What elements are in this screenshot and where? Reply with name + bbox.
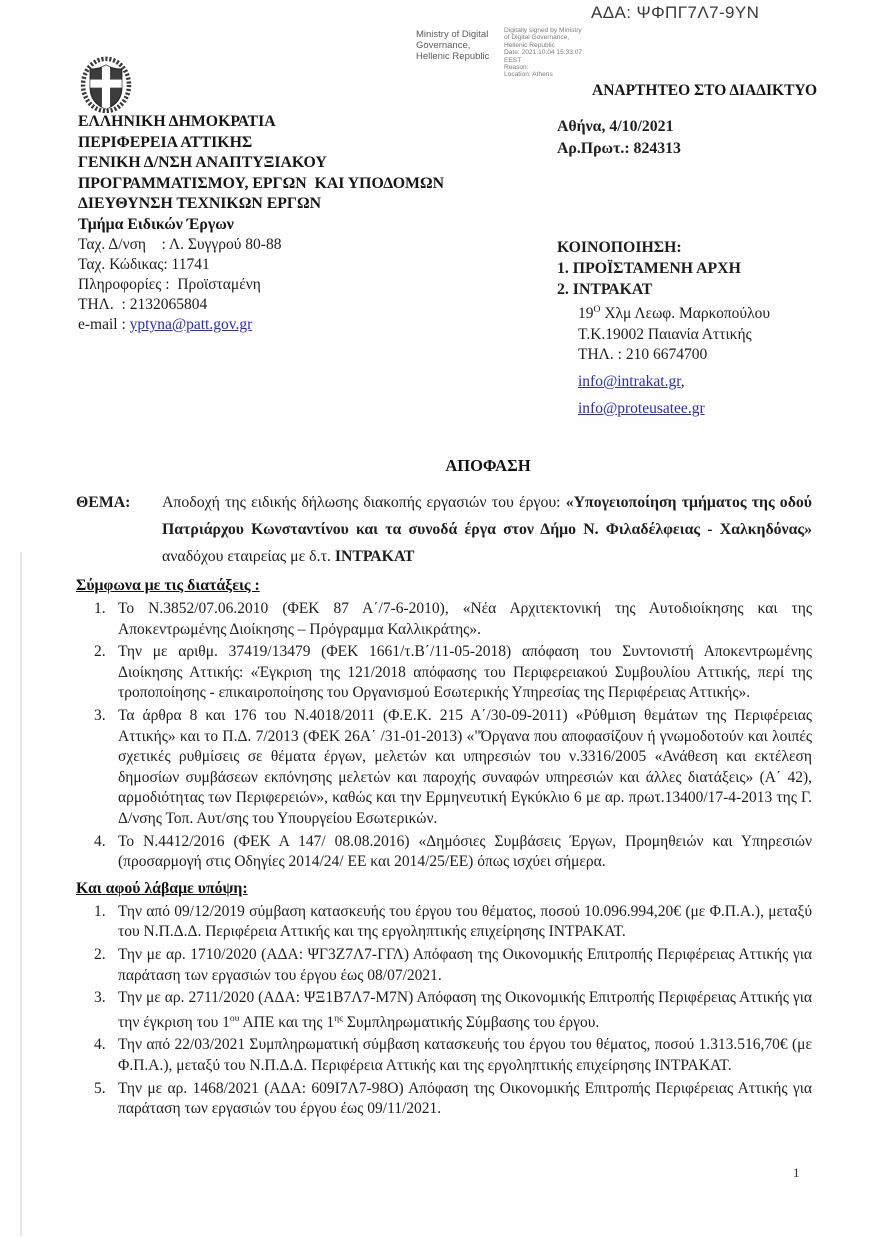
- sender-address: Ταχ. Δ/νση : Λ. Συγγρού 80-88: [78, 236, 282, 253]
- sender-line: ΠΡΟΓΡΑΜΜΑΤΙΣΜΟΥ, ΕΡΓΩΝ ΚΑΙ ΥΠΟΔΟΜΩΝ: [78, 174, 444, 192]
- city-date: Αθήνα, 4/10/2021: [557, 118, 674, 135]
- sender-block: [78, 112, 478, 335]
- sender-line: ΓΕΝΙΚΗ Δ/ΝΣΗ ΑΝΑΠΤΥΞΙΑΚΟΥ: [78, 154, 327, 171]
- subject-block: [76, 489, 812, 570]
- consideration-item: 3. Την με αρ. 2711/2020 (ΑΔΑ: ΨΞ1Β7Λ7-Μ7Ν) Απόφαση της Οικονομικής Επιτροπής Περιφέρειας Αττικής για την έγκριση του $1^{o\upsilon}$ ΑΠΕ και της $1^{\eta\varsigma}$ Συμπληρωματικής Σύμβασης του έργου.: [94, 989, 812, 1031]
- consideration-item: 5. Την με αρ. 1468/2021 (ΑΔΑ: 609Ι7Λ7-98Ο) Απόφαση της Οικονομικής Επιτροπής Περιφέρειας Αττικής για παράταση των εργασιών του έργου έως 09/11/2021.: [94, 1079, 812, 1118]
- sender-phone: ΤΗΛ. : 2132065804: [78, 296, 208, 313]
- legal-item: 2. Την με αριθμ. 37419/13479 (ΦΕΚ 1661/τ.Β΄/11-05-2018) απόφαση του Συντονιστή Αποκεντρωμένης Διοίκησης Αττικής: «Έγκριση της 121/2018 απόφασης του Περιφερειακού Συμβουλίου Αττικής, περί της τροποποίησης - επικαιροποίησης του Οργανισμού Εσωτερικής Υπηρεσίας της Περιφέρειας Αττικής».: [94, 643, 812, 702]
- sender-email-link[interactable]: yptyna@patt.gov.gr: [129, 316, 253, 333]
- scan-artifact-line: [20, 552, 22, 1236]
- digital-signature-signer: [416, 29, 489, 62]
- digital-signature-details: Digitally signed by Ministry of Digital Governance, Hellenic Republic Date: 2021.10.04 15:33:07 EEST Reason: Location: Athens: [504, 27, 583, 79]
- notification-block: [557, 237, 770, 419]
- greek-coat-of-arms-icon: [79, 56, 133, 118]
- sender-line: ΠΕΡΙΦΕΡΕΙΑ ΑΤΤΙΚΗΣ: [78, 133, 253, 151]
- date-protocol-block: [557, 116, 681, 159]
- email-label: e-mail :: [78, 316, 130, 333]
- page-number: 1: [793, 1165, 800, 1180]
- recipient-email-link-1[interactable]: info@intrakat.gr: [578, 373, 681, 391]
- signer-line: Ministry of Digital: [416, 29, 489, 40]
- signer-line: Hellenic Republic: [416, 51, 490, 62]
- ada-code: ΑΔΑ: ΨΦΠΓ7Λ7-9ΥΝ: [591, 3, 760, 22]
- notification-item-1: 1. ΠΡΟΪΣΤΑΜΕΝΗ ΑΡΧΗ: [557, 260, 741, 277]
- recipient-email-link-2[interactable]: info@proteusatee.gr: [578, 399, 705, 417]
- recipient-email-1: info@intrakat.gr,: [578, 373, 685, 391]
- subject-text: Αποδοχή της ειδικής δήλωσης διακοπής εργασιών του έργου: «Υπογειοποίηση τμήματος της οδού Πατριάρχου Κωνσταντίνου και τα συνοδά έργα στον Δήμο Ν. Φιλαδέλφειας - Χαλκηδόνας» αναδόχου εταιρείας με δ.τ. ΙΝΤΡΑΚΑΤ: [162, 494, 812, 565]
- protocol-number: Αρ.Πρωτ.: 824313: [557, 139, 681, 157]
- consideration-item: 1. Την από 09/12/2019 σύμβαση κατασκευής του έργου του θέματος, ποσού 10.096.994,20€ (με Φ.Π.Α.), μεταξύ του Ν.Π.Δ.Δ. Περιφέρεια Αττικής και της εργοληπτικής επιχείρησης ΙΝΤΡΑΚΑΤ.: [94, 902, 812, 941]
- recipient-email-2: [557, 399, 770, 419]
- sender-info: Πληροφορίες : Προϊσταμένη: [78, 276, 261, 293]
- legal-item: 3. Τα άρθρα 8 και 176 του Ν.4018/2011 (Φ.Ε.Κ. 215 Α΄/30-09-2011) «Ρύθμιση θεμάτων της Περιφέρειας Αττικής» και το Π.Δ. 7/2013 (ΦΕΚ 26Α΄ /31-01-2013) «"Όργανα που αποφασίζουν ή γνωμοδοτούν και λοιπές σχετικές ρυθμίσεις σε θέματα έργων, μελετών και υπηρεσιών του ν.3316/2005 «Ανάθεση και εκτέλεση δημοσίων συμβάσεων εκπόνησης μελετών και παροχής συναφών υπηρεσιών και άλλες διατάξεις» (Α΄ 42), αρμοδιότητας των Περιφερειών», καθώς και την Ερμηνευτική Εγκύκλιο 6 με αρ. πρωτ.13400/17-4-2013 της Γ. Δ/νσης Τοπ. Αυτ/σης του Υπουργείου Εσωτερικών.: [94, 706, 812, 827]
- decision-title: ΑΠΟΦΑΣΗ: [445, 456, 531, 475]
- legal-item: 4. Το Ν.4412/2016 (ΦΕΚ Α 147/ 08.08.2016) «Δημόσιες Συμβάσεις Έργων, Προμηθειών και Υπηρεσιών (προσαρμογή στις Οδηγίες 2014/24/ ΕΕ και 2014/25/ΕΕ) όπως ισχύει σήμερα.: [94, 832, 812, 871]
- legal-item: 1. Το Ν.3852/07.06.2010 (ΦΕΚ 87 Α΄/7-6-2010), «Νέα Αρχιτεκτονική της Αυτοδιοίκησης και της Αποκεντρωμένης Διοίκησης – Πρόγραμμα Καλλικράτης».: [94, 600, 812, 638]
- consideration-item: 2. Την με αρ. 1710/2020 (ΑΔΑ: ΨΓ3Ζ7Λ7-ΓΓΛ) Απόφαση της Οικονομικής Επιτροπής Περιφέρειας Αττικής για παράταση των εργασιών του έργου έως 08/07/2021.: [94, 945, 812, 984]
- recipient-address: $19^O$ Χλμ Λεωφ. Μαρκοπούλου: [578, 304, 771, 323]
- recipient-phone: ΤΗΛ. : 210 6674700: [578, 346, 708, 364]
- sender-postal-code: Ταχ. Κώδικας: 11741: [78, 256, 210, 273]
- section-title-provisions: Σύμφωνα με τις διατάξεις :: [76, 577, 260, 594]
- sender-line: Τμήμα Ειδικών Έργων: [78, 215, 234, 233]
- signer-line: Governance,: [416, 40, 471, 51]
- internet-posting-note: ΑΝΑΡΤΗΤΕΟ ΣΤΟ ΔΙΑΔΙΚΤΥΟ: [592, 82, 818, 99]
- decision-body: [76, 450, 812, 1122]
- sender-email-line: [78, 315, 478, 335]
- recipient-postal: Τ.Κ.19002 Παιανία Αττικής: [578, 325, 752, 343]
- subject-label: ΘΕΜΑ:: [76, 494, 131, 511]
- notification-title: ΚΟΙΝΟΠΟΙΗΣΗ:: [557, 239, 682, 256]
- notification-item-2: 2. ΙΝΤΡΑΚΑΤ: [557, 281, 653, 298]
- sender-line: ΔΙΕΥΘΥΝΣΗ ΤΕΧΝΙΚΩΝ ΕΡΓΩΝ: [78, 195, 322, 212]
- section-title-considerations: Και αφού λάβαμε υπόψη:: [76, 879, 248, 897]
- consideration-item: 4. Την από 22/03/2021 Συμπληρωματική σύμβαση κατασκευής του έργου του θέματος, ποσού 1.313.516,70€ (με Φ.Π.Α.), μεταξύ του Ν.Π.Δ.Δ. Περιφέρεια Αττικής και της εργοληπτικής επιχείρησης ΙΝΤΡΑΚΑΤ.: [94, 1036, 812, 1075]
- sender-line: ΕΛΛΗΝΙΚΗ ΔΗΜΟΚΡΑΤΙΑ: [78, 113, 276, 130]
